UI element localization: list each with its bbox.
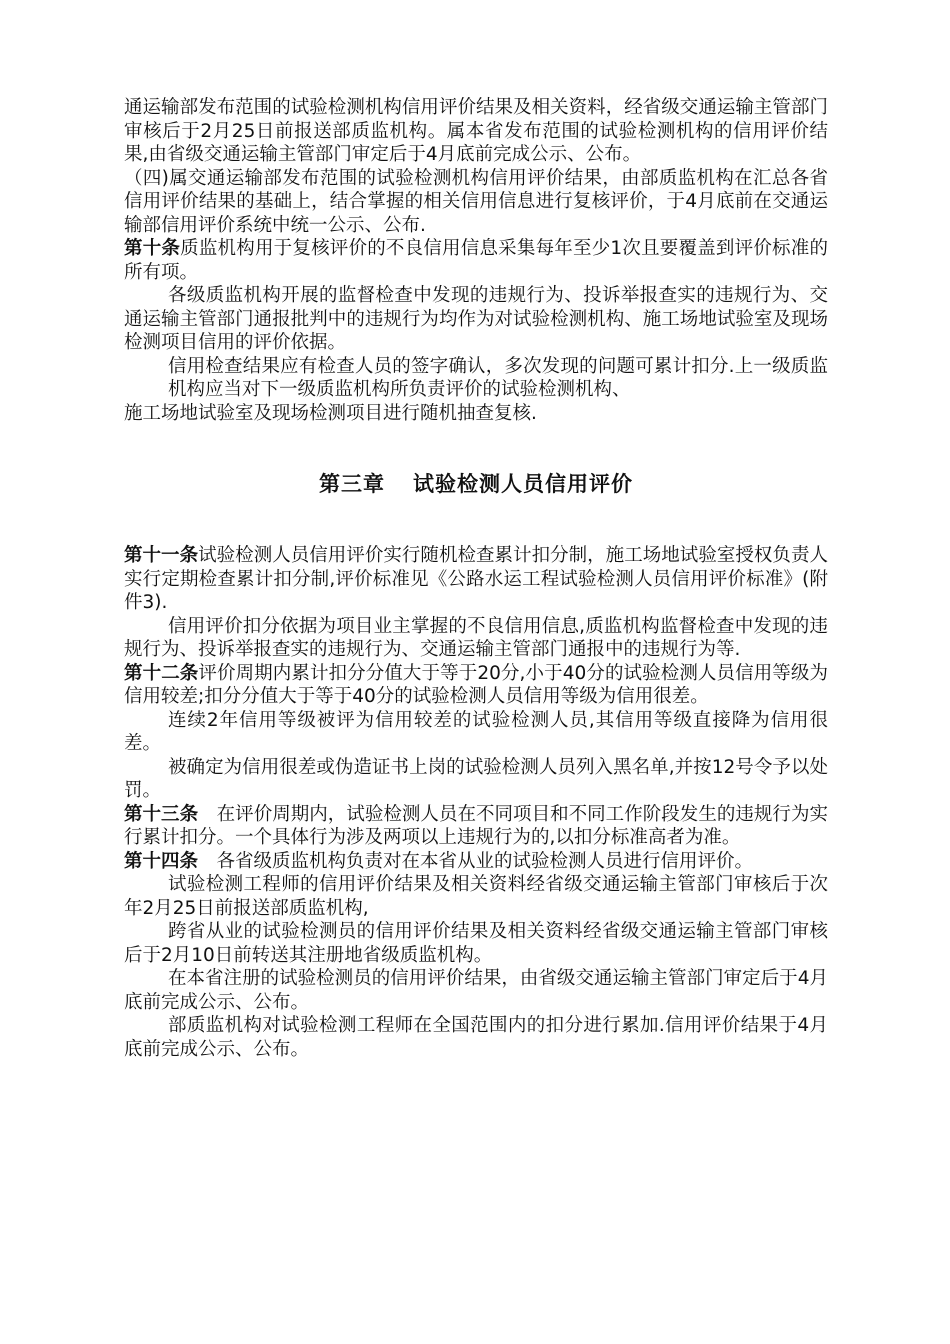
article-11	[124, 544, 828, 615]
article-12	[124, 662, 828, 709]
paragraph-16: 在本省注册的试验检测员的信用评价结果，由省级交通运输主管部门审定后于4月底前完成公示、公布。	[124, 968, 828, 1013]
article-13-label: 第十三条	[124, 803, 199, 825]
article-10-label: 第十条	[124, 238, 181, 259]
article-12-text: 评价周期内累计扣分分值大于等于20分,小于40分的试验检测人员信用等级为信用较差;扣分分值大于等于40分的试验检测人员信用等级为信用很差。	[124, 662, 828, 707]
paragraph-4: 各级质监机构开展的监督检查中发现的违规行为、投诉举报查实的违规行为、交通运输主管部门通报批判中的违规行为均作为对试验检测机构、施工场地试验室及现场检测项目信用的评价依据。	[124, 285, 828, 353]
article-10	[124, 237, 828, 284]
article-14	[124, 850, 828, 874]
paragraph-14: 试验检测工程师的信用评价结果及相关资料经省级交通运输主管部门审核后于次年2月25日前报送部质监机构,	[124, 874, 828, 919]
chapter-number: 第三章	[319, 472, 385, 496]
article-14-label: 第十四条	[124, 850, 199, 872]
paragraph-5b: 施工场地试验室及现场检测项目进行随机抽查复核.	[124, 402, 537, 424]
paragraph-8: 信用评价扣分依据为项目业主掌握的不良信用信息,质监机构监督检查中发现的违规行为、投诉举报查实的违规行为、交通运输主管部门通报中的违规行为等.	[124, 615, 828, 660]
article-12-label: 第十二条	[124, 662, 199, 684]
article-11-text: 试验检测人员信用评价实行随机检查累计扣分制，施工场地试验室授权负责人实行定期检查累计扣分制,评价标准见《公路水运工程试验检测人员信用评价标准》(附件3).	[124, 545, 828, 613]
document-page	[124, 96, 828, 1061]
paragraph-17: 部质监机构对试验检测工程师在全国范围内的扣分进行累加.信用评价结果于4月底前完成公示、公布。	[124, 1015, 828, 1060]
article-13	[124, 803, 828, 850]
paragraph-2: （四)属交通运输部发布范围的试验检测机构信用评价结果，由部质监机构在汇总各省信用评价结果的基础上，结合掌握的相关信用信息进行复核评价，于4月底前在交通运输部信用评价系统中统一公示、公布.	[124, 167, 828, 236]
paragraph-11: 被确定为信用很差或伪造证书上岗的试验检测人员列入黑名单,并按12号令予以处罚。	[124, 756, 828, 801]
article-10-text: 质监机构用于复核评价的不良信用信息采集每年至少1次且要覆盖到评价标准的所有项。	[124, 238, 828, 283]
article-11-label: 第十一条	[124, 545, 199, 566]
chapter-title: 试验检测人员信用评价	[413, 472, 633, 496]
paragraph-5a: 信用检查结果应有检查人员的签字确认，多次发现的问题可累计扣分.上一级质监机构应当对下一级质监机构所负责评价的试验检测机构、	[168, 355, 828, 400]
paragraph-10: 连续2年信用等级被评为信用较差的试验检测人员,其信用等级直接降为信用很差。	[124, 709, 828, 754]
article-14-text: 各省级质监机构负责对在本省从业的试验检测人员进行信用评价。	[198, 850, 754, 872]
article-13-text: 在评价周期内，试验检测人员在不同项目和不同工作阶段发生的违规行为实行累计扣分。一个具体行为涉及两项以上违规行为的,以扣分标准高者为准。	[124, 803, 828, 848]
paragraph-1: 通运输部发布范围的试验检测机构信用评价结果及相关资料，经省级交通运输主管部门审核后于2月25日前报送部质监机构。属本省发布范围的试验检测机构的信用评价结果,由省级交通运输主管部门审定后于4月底前完成公示、公布。	[124, 97, 828, 165]
paragraph-15: 跨省从业的试验检测员的信用评价结果及相关资料经省级交通运输主管部门审核后于2月10日前转送其注册地省级质监机构。	[124, 921, 828, 966]
chapter-heading	[124, 471, 828, 497]
